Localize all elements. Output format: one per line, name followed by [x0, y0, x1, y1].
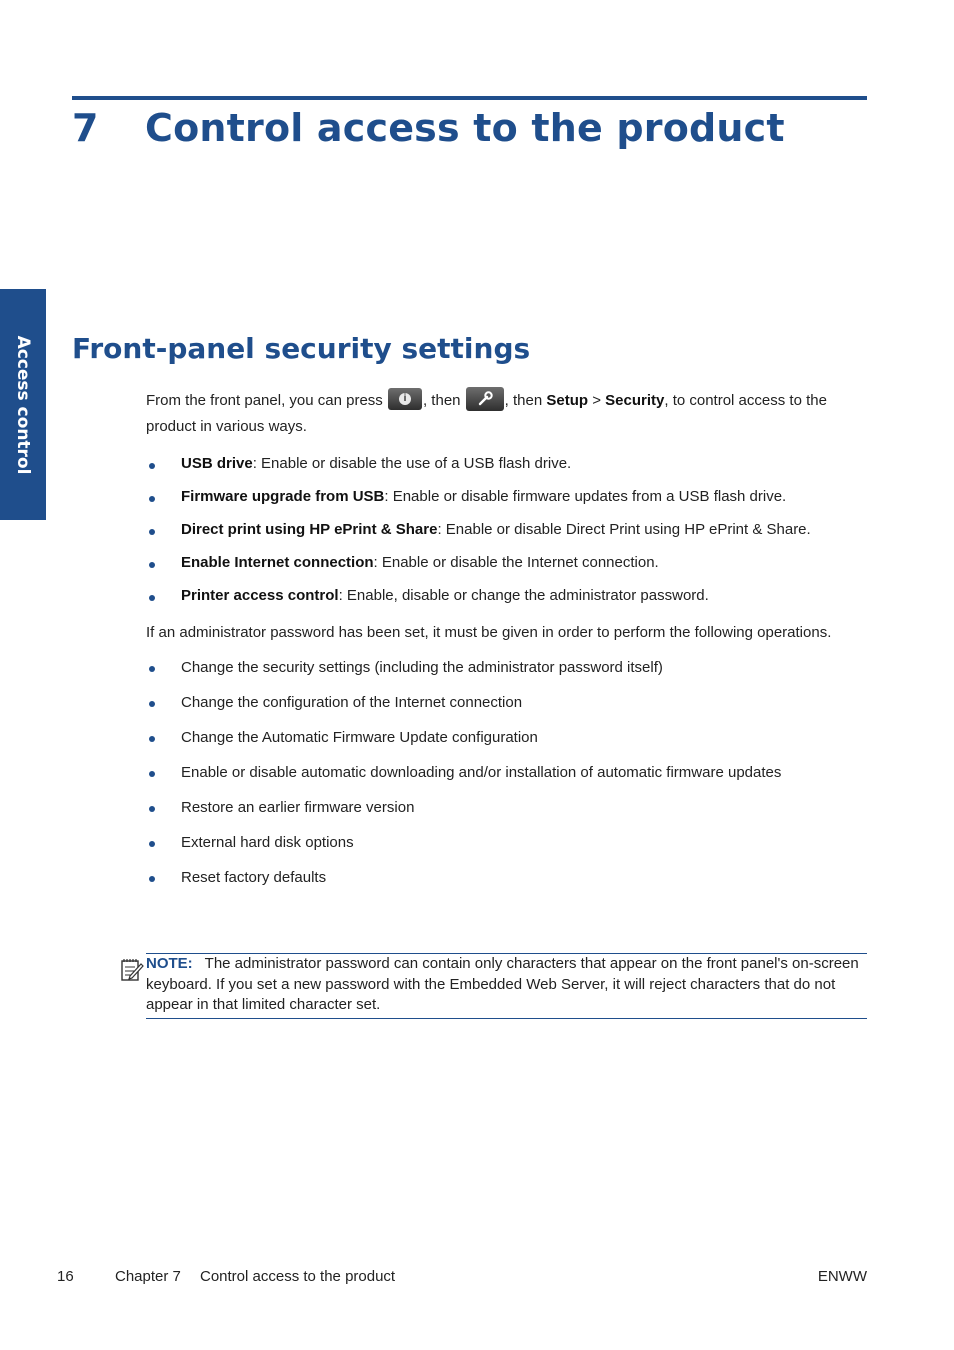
- main-content: [146, 388, 868, 901]
- settings-list: [146, 453, 868, 606]
- list-item: Change the configuration of the Internet connection: [146, 691, 868, 714]
- page-number: 16: [57, 1268, 74, 1285]
- footer-chapter-title: Control access to the product: [200, 1268, 396, 1285]
- list-item: [146, 486, 868, 507]
- chapter-title: [72, 106, 785, 150]
- note-box: [146, 953, 867, 1019]
- side-tab: [0, 289, 46, 520]
- note-icon: [120, 956, 144, 982]
- note-label: NOTE:: [146, 955, 193, 972]
- list-item: Change the security settings (including the administrator password itself): [146, 656, 868, 679]
- security-label: Security: [605, 392, 665, 409]
- list-item: [146, 585, 868, 606]
- setting-desc: : Enable or disable the Internet connection.: [373, 554, 659, 571]
- wrench-icon: [466, 387, 504, 411]
- list-item: External hard disk options: [146, 831, 868, 854]
- list-item: Restore an earlier firmware version: [146, 796, 868, 819]
- operations-list: [146, 656, 868, 889]
- info-button-icon: [388, 388, 422, 410]
- list-item: [146, 519, 868, 540]
- setting-desc: : Enable or disable Direct Print using HP ePrint & Share.: [437, 521, 811, 538]
- setting-name: USB drive: [181, 455, 253, 472]
- setting-name: Printer access control: [181, 587, 339, 604]
- intro-paragraph: [146, 388, 868, 440]
- list-item: Enable or disable automatic downloading and/or installation of automatic firmware updates: [146, 761, 868, 784]
- info-icon: i: [399, 393, 411, 405]
- intro-text-4: , to control access to the product in various ways.: [146, 392, 827, 435]
- intro-text-2: , then: [422, 392, 461, 409]
- chapter-number: 7: [72, 106, 99, 150]
- setting-name: Enable Internet connection: [181, 554, 374, 571]
- list-item: Change the Automatic Firmware Update configuration: [146, 726, 868, 749]
- list-item: Reset factory defaults: [146, 866, 868, 889]
- list-item: [146, 453, 868, 474]
- intro-text-3: , then: [504, 392, 543, 409]
- setting-name: Firmware upgrade from USB: [181, 488, 385, 505]
- setting-name: Direct print using HP ePrint & Share: [181, 521, 438, 538]
- setup-label: Setup: [546, 392, 589, 409]
- list-item: [146, 552, 868, 573]
- note-text: The administrator password can contain only characters that appear on the front panel's on-screen keyboard. If you set a new password with the Embedded Web Server, it will reject characters that do not appear in that limited character set.: [146, 955, 859, 1013]
- intro-text-1: From the front panel, you can press: [146, 392, 383, 409]
- chapter-rule: [72, 96, 867, 100]
- side-tab-label: Access control: [13, 335, 33, 474]
- setup-button-icon: [466, 387, 504, 411]
- footer-code: ENWW: [817, 1268, 867, 1285]
- menu-separator: >: [588, 392, 606, 409]
- admin-paragraph: If an administrator password has been set, it must be given in order to perform the following operations.: [146, 624, 832, 641]
- setting-desc: : Enable or disable firmware updates from a USB flash drive.: [384, 488, 787, 505]
- chapter-title-text: Control access to the product: [145, 106, 785, 150]
- setting-desc: : Enable, disable or change the administrator password.: [338, 587, 709, 604]
- section-title: Front-panel security settings: [72, 332, 531, 365]
- footer-chapter-label: Chapter 7: [115, 1268, 181, 1285]
- setting-desc: : Enable or disable the use of a USB flash drive.: [252, 455, 572, 472]
